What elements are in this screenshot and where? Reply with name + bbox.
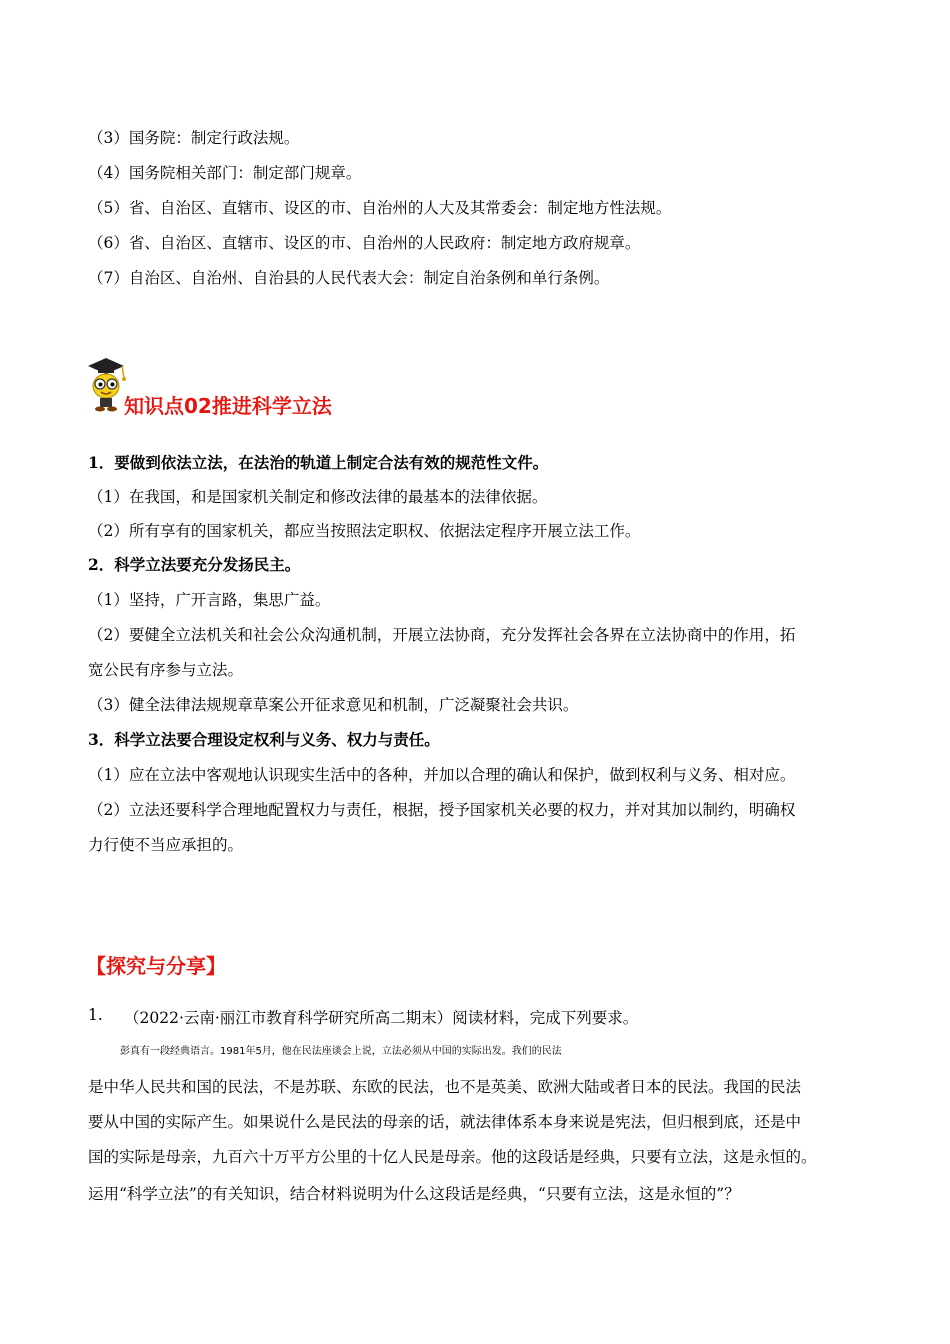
question-number: 1. — [88, 1006, 103, 1024]
list-item-7: （7）自治区、自治州、自治县的人民代表大会：制定自治条例和单行条例。 — [88, 269, 610, 287]
question-prompt: 运用“科学立法”的有关知识，结合材料说明为什么这段话是经典，“只要有立法，这是永恒的”？ — [88, 1185, 740, 1203]
section-1-item-2: （2）所有享有的国家机关，都应当按照法定职权、依据法定程序开展立法工作。 — [88, 522, 641, 540]
section-3-item-2-cont: 力行使不当应承担的。 — [88, 836, 244, 854]
section-2-item-1: （1）坚持，广开言路，集思广益。 — [88, 591, 331, 609]
graduate-mascot-icon — [84, 356, 128, 412]
list-item-6: （6）省、自治区、直辖市、设区的市、自治州的人民政府：制定地方政府规章。 — [88, 234, 641, 252]
section-1-item-1: （1）在我国，和是国家机关制定和修改法律的最基本的法律依据。 — [88, 488, 548, 506]
list-item-5: （5）省、自治区、直辖市、设区的市、自治州的人大及其常委会：制定地方性法规。 — [88, 199, 672, 217]
section-2-heading: 2．科学立法要充分发扬民主。 — [88, 555, 301, 574]
section-2-item-2-cont: 宽公民有序参与立法。 — [88, 661, 244, 679]
section-2-item-2: （2）要健全立法机关和社会公众沟通机制，开展立法协商，充分发挥社会各界在立法协商中的作用，拓 — [88, 626, 796, 644]
section-3-item-2: （2）立法还要科学合理地配置权力与责任，根据，授予国家机关必要的权力，并对其加以制约，明确权 — [88, 801, 796, 819]
list-item-4: （4）国务院相关部门：制定部门规章。 — [88, 164, 362, 182]
section-3-heading: 3．科学立法要合理设定权利与义务、权力与责任。 — [88, 730, 440, 749]
material-line-2: 是中华人民共和国的民法，不是苏联、东欧的民法，也不是英美、欧洲大陆或者日本的民法。我国的民法 — [88, 1078, 802, 1096]
share-title: 【探究与分享】 — [86, 954, 226, 978]
material-line-3: 要从中国的实际产生。如果说什么是民法的母亲的话，就法律体系本身来说是宪法，但归根到底，还是中 — [88, 1113, 802, 1131]
knowledge-title: 知识点02推进科学立法 — [124, 394, 332, 418]
material-line-1: 彭真有一段经典语言。1981年5月，他在民法座谈会上说，立法必须从中国的实际出发。我们的民法 — [120, 1046, 562, 1057]
section-2-item-3: （3）健全法律法规规章草案公开征求意见和机制，广泛凝聚社会共识。 — [88, 696, 579, 714]
section-3-item-1: （1）应在立法中客观地认识现实生活中的各种，并加以合理的确认和保护，做到权利与义务、相对应。 — [88, 766, 796, 784]
question-source: （2022·云南·丽江市教育科学研究所高二期末）阅读材料，完成下列要求。 — [124, 1009, 639, 1027]
section-1-heading: 1．要做到依法立法，在法治的轨道上制定合法有效的规范性文件。 — [88, 453, 549, 472]
material-line-4: 国的实际是母亲，九百六十万平方公里的十亿人民是母亲。他的这段话是经典，只要有立法，这是永恒的。 — [88, 1148, 817, 1166]
list-item-3: （3）国务院：制定行政法规。 — [88, 129, 300, 147]
